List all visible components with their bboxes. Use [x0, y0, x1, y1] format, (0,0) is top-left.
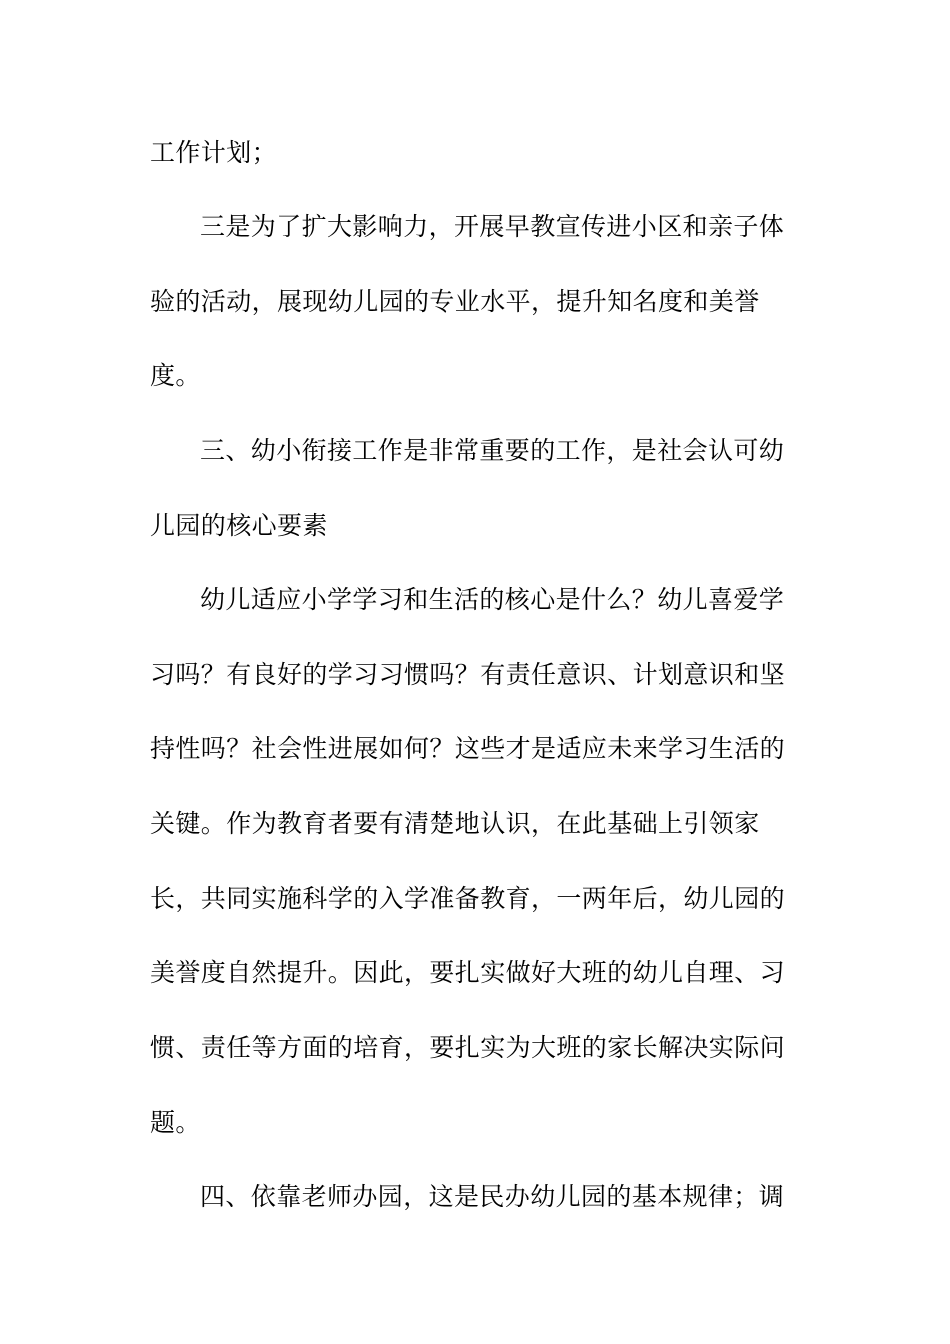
text-line-2: 三是为了扩大影响力，开展早教宣传进小区和亲子体	[200, 212, 785, 241]
text-line-12: 美誉度自然提升。因此，要扎实做好大班的幼儿自理、习	[150, 958, 786, 987]
text-line-13: 惯、责任等方面的培育，要扎实为大班的家长解决实际问	[150, 1033, 786, 1062]
text-line-8: 习吗？有良好的学习习惯吗？有责任意识、计划意识和坚	[150, 660, 786, 689]
text-line-6: 儿园的核心要素	[150, 511, 328, 540]
text-line-15: 四、依靠老师办园，这是民办幼儿园的基本规律；调	[200, 1182, 785, 1211]
text-line-3: 验的活动，展现幼儿园的专业水平，提升知名度和美誉	[150, 287, 760, 316]
text-line-5: 三、幼小衔接工作是非常重要的工作，是社会认可幼	[200, 436, 785, 465]
text-line-1: 工作计划；	[150, 138, 278, 167]
text-line-11: 长，共同实施科学的入学准备教育，一两年后，幼儿园的	[150, 884, 786, 913]
text-line-10: 关键。作为教育者要有清楚地认识，在此基础上引领家	[150, 809, 760, 838]
text-line-7: 幼儿适应小学学习和生活的核心是什么？幼儿喜爱学	[200, 585, 785, 614]
text-line-9: 持性吗？社会性进展如何？这些才是适应未来学习生活的	[150, 734, 786, 763]
text-line-4: 度。	[150, 361, 201, 390]
text-line-14: 题。	[150, 1108, 201, 1137]
